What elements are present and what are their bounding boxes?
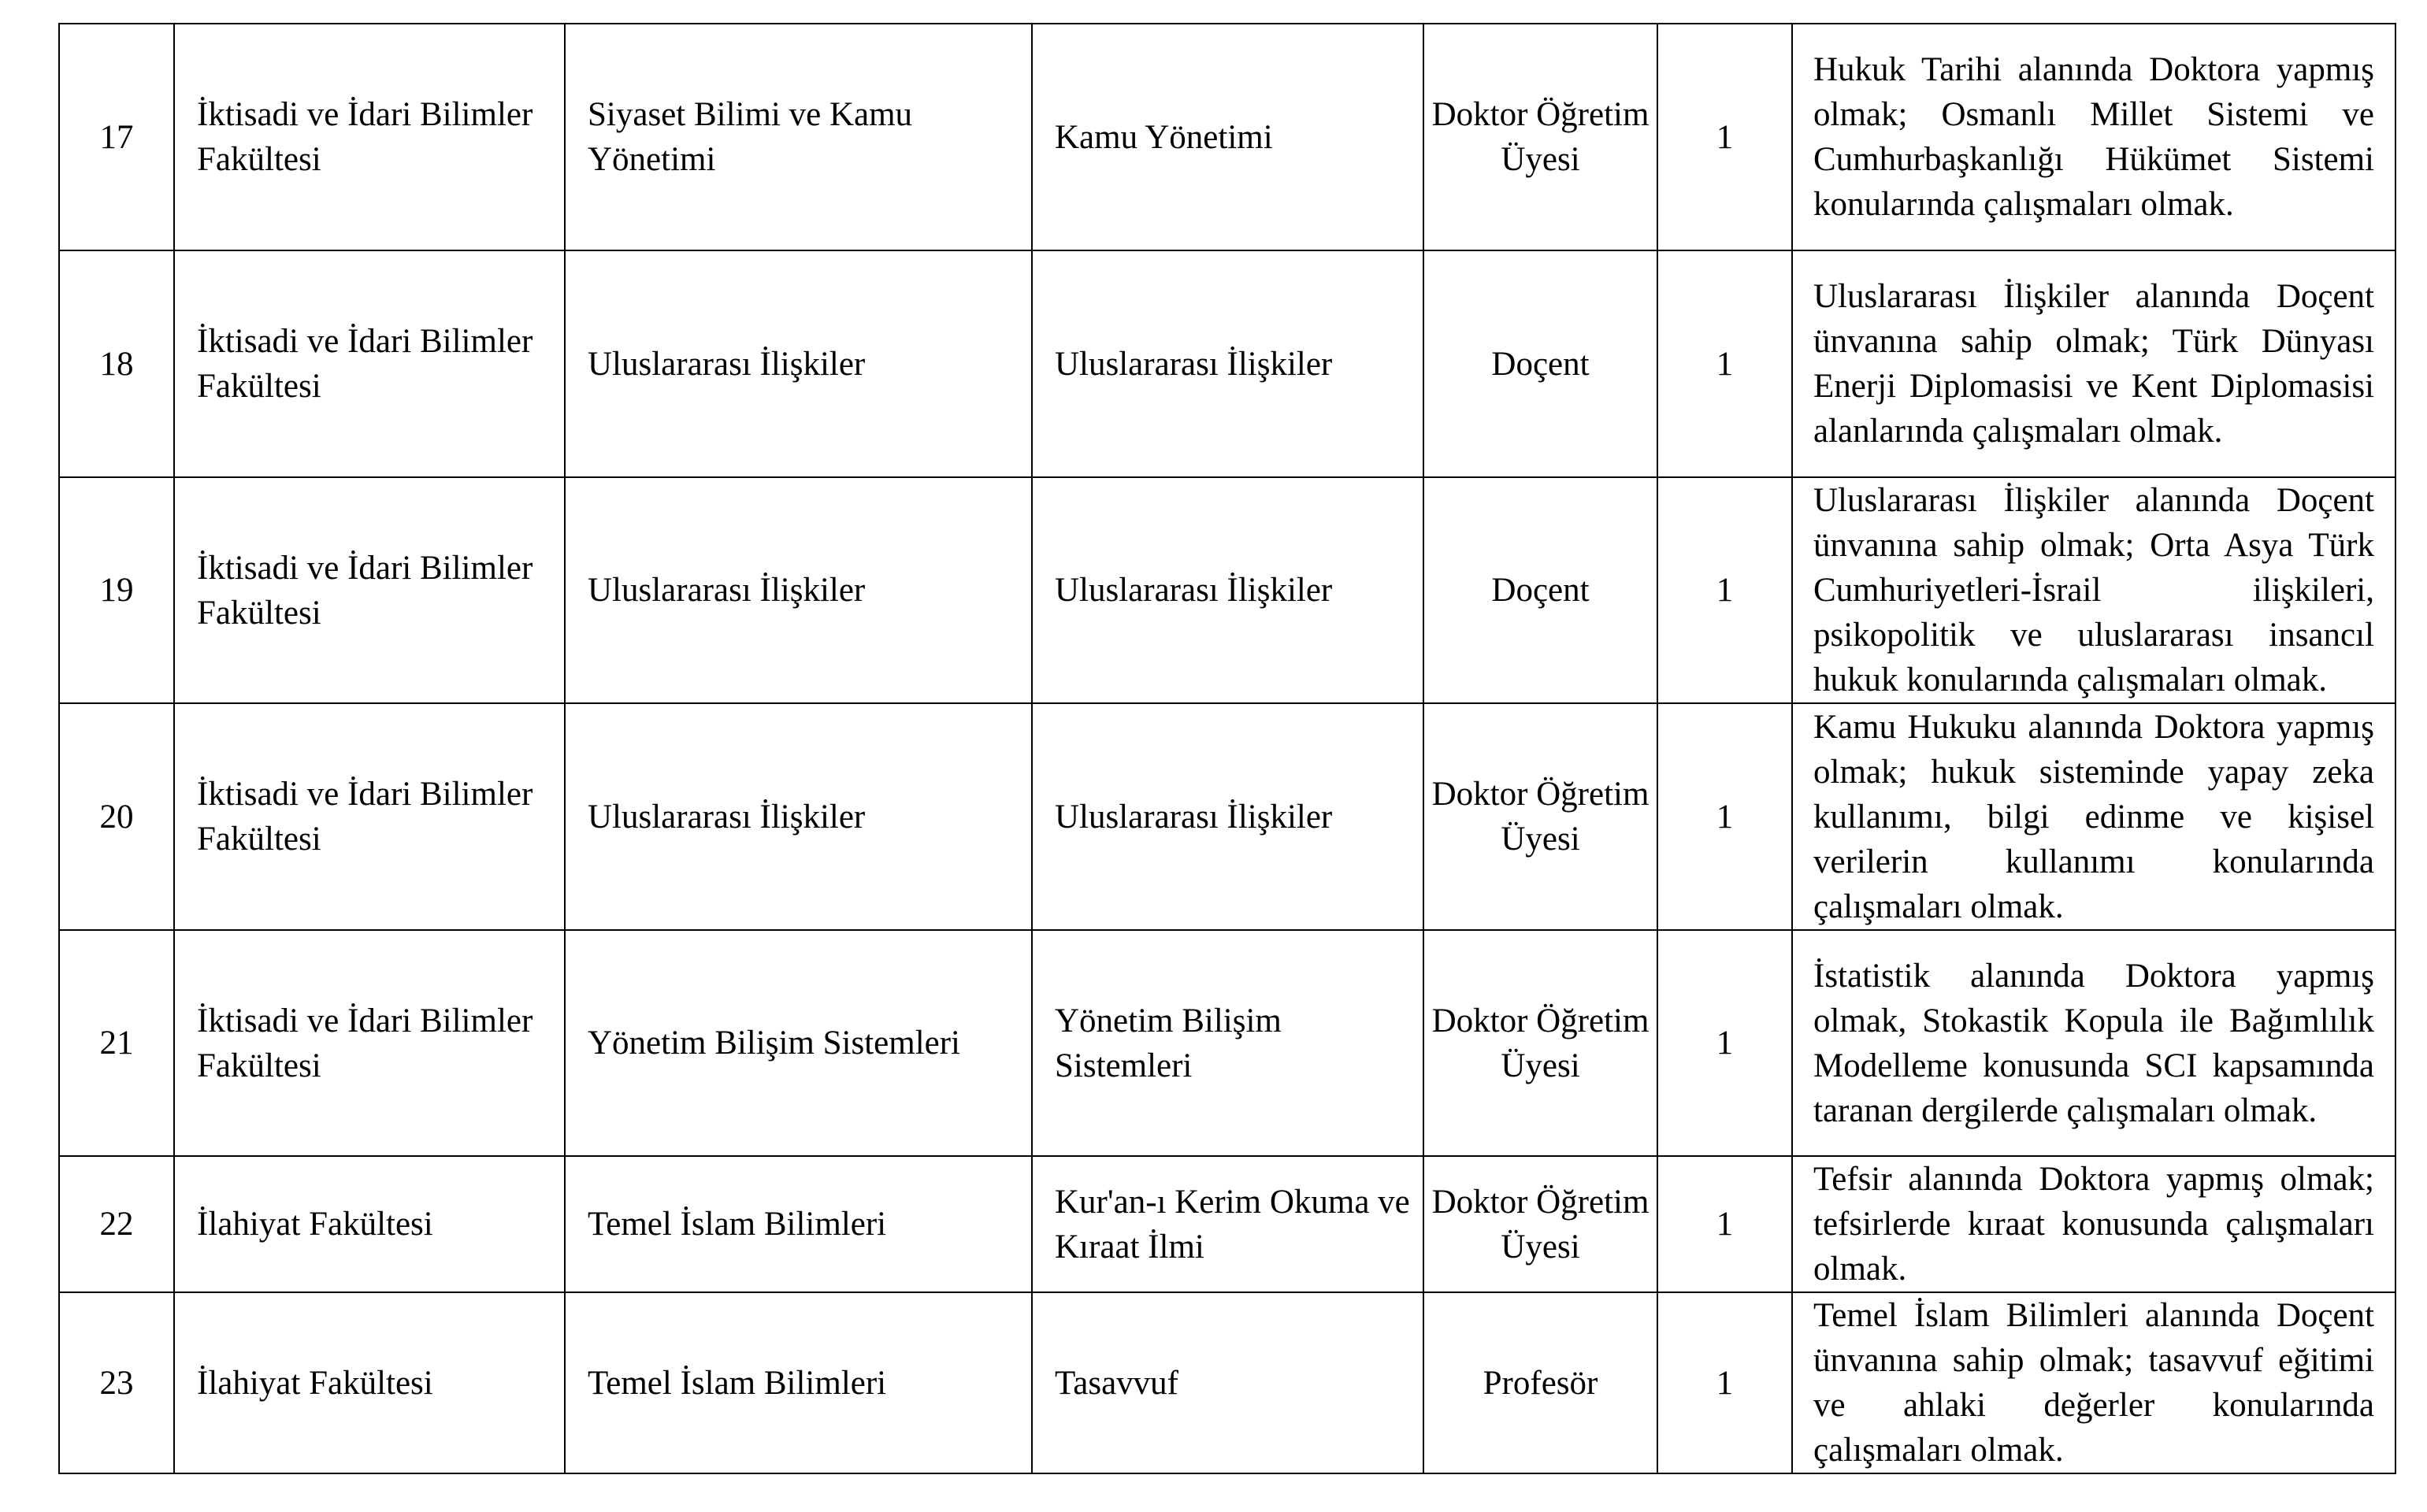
program-cell: Kur'an-ı Kerim Okuma ve Kıraat İlmi: [1032, 1156, 1423, 1292]
row-number: 23: [59, 1292, 174, 1473]
program-cell: Yönetim Bilişim Sistemleri: [1032, 930, 1423, 1156]
faculty-cell: İktisadi ve İdari Bilimler Fakültesi: [174, 24, 565, 250]
row-number: 17: [59, 24, 174, 250]
row-number: 18: [59, 250, 174, 477]
table-row: [59, 477, 2395, 703]
count-cell: 1: [1657, 477, 1792, 703]
requirements-cell: Temel İslam Bilimleri alanında Doçent ünvanına sahip olmak; tasavvuf eğitimi ve ahlaki değerler konularında çalışmaları olmak.: [1792, 1292, 2395, 1473]
count-cell: 1: [1657, 1292, 1792, 1473]
department-cell: Temel İslam Bilimleri: [565, 1292, 1032, 1473]
department-cell: Siyaset Bilimi ve Kamu Yönetimi: [565, 24, 1032, 250]
faculty-cell: İlahiyat Fakültesi: [174, 1292, 565, 1473]
count-cell: 1: [1657, 24, 1792, 250]
requirements-cell: İstatistik alanında Doktora yapmış olmak, Stokastik Kopula ile Bağımlılık Modelleme konusunda SCI kapsamında taranan dergilerde çalışmaları olmak.: [1792, 930, 2395, 1156]
requirements-cell: Tefsir alanında Doktora yapmış olmak; tefsirlerde kıraat konusunda çalışmaları olmak.: [1792, 1156, 2395, 1292]
row-number: 21: [59, 930, 174, 1156]
positions-table: [58, 23, 2396, 1474]
department-cell: Uluslararası İlişkiler: [565, 250, 1032, 477]
program-cell: Tasavvuf: [1032, 1292, 1423, 1473]
count-cell: 1: [1657, 930, 1792, 1156]
program-cell: Kamu Yönetimi: [1032, 24, 1423, 250]
department-cell: Yönetim Bilişim Sistemleri: [565, 930, 1032, 1156]
program-cell: Uluslararası İlişkiler: [1032, 477, 1423, 703]
faculty-cell: İktisadi ve İdari Bilimler Fakültesi: [174, 703, 565, 930]
faculty-cell: İktisadi ve İdari Bilimler Fakültesi: [174, 930, 565, 1156]
row-number: 22: [59, 1156, 174, 1292]
table-row: [59, 250, 2395, 477]
faculty-cell: İktisadi ve İdari Bilimler Fakültesi: [174, 477, 565, 703]
requirements-cell: Uluslararası İlişkiler alanında Doçent ünvanına sahip olmak; Orta Asya Türk Cumhuriyetleri-İsrail ilişkileri, psikopolitik ve uluslararası insancıl hukuk konularında çalışmaları olmak.: [1792, 477, 2395, 703]
table-row: [59, 1156, 2395, 1292]
row-number: 20: [59, 703, 174, 930]
faculty-cell: İlahiyat Fakültesi: [174, 1156, 565, 1292]
title-cell: Doçent: [1423, 250, 1657, 477]
department-cell: Temel İslam Bilimleri: [565, 1156, 1032, 1292]
title-cell: Doktor Öğretim Üyesi: [1423, 24, 1657, 250]
program-cell: Uluslararası İlişkiler: [1032, 703, 1423, 930]
faculty-cell: İktisadi ve İdari Bilimler Fakültesi: [174, 250, 565, 477]
department-cell: Uluslararası İlişkiler: [565, 703, 1032, 930]
requirements-cell: Hukuk Tarihi alanında Doktora yapmış olmak; Osmanlı Millet Sistemi ve Cumhurbaşkanlığı Hükümet Sistemi konularında çalışmaları olmak.: [1792, 24, 2395, 250]
department-cell: Uluslararası İlişkiler: [565, 477, 1032, 703]
table-row: [59, 930, 2395, 1156]
title-cell: Profesör: [1423, 1292, 1657, 1473]
requirements-cell: Uluslararası İlişkiler alanında Doçent ünvanına sahip olmak; Türk Dünyası Enerji Diplomasisi ve Kent Diplomasisi alanlarında çalışmaları olmak.: [1792, 250, 2395, 477]
table-row: [59, 1292, 2395, 1473]
count-cell: 1: [1657, 1156, 1792, 1292]
title-cell: Doktor Öğretim Üyesi: [1423, 1156, 1657, 1292]
requirements-cell: Kamu Hukuku alanında Doktora yapmış olmak; hukuk sisteminde yapay zeka kullanımı, bilgi edinme ve kişisel verilerin kullanımı konularında çalışmaları olmak.: [1792, 703, 2395, 930]
title-cell: Doktor Öğretim Üyesi: [1423, 703, 1657, 930]
table-row: [59, 703, 2395, 930]
title-cell: Doçent: [1423, 477, 1657, 703]
title-cell: Doktor Öğretim Üyesi: [1423, 930, 1657, 1156]
row-number: 19: [59, 477, 174, 703]
table-row: [59, 24, 2395, 250]
count-cell: 1: [1657, 250, 1792, 477]
count-cell: 1: [1657, 703, 1792, 930]
program-cell: Uluslararası İlişkiler: [1032, 250, 1423, 477]
